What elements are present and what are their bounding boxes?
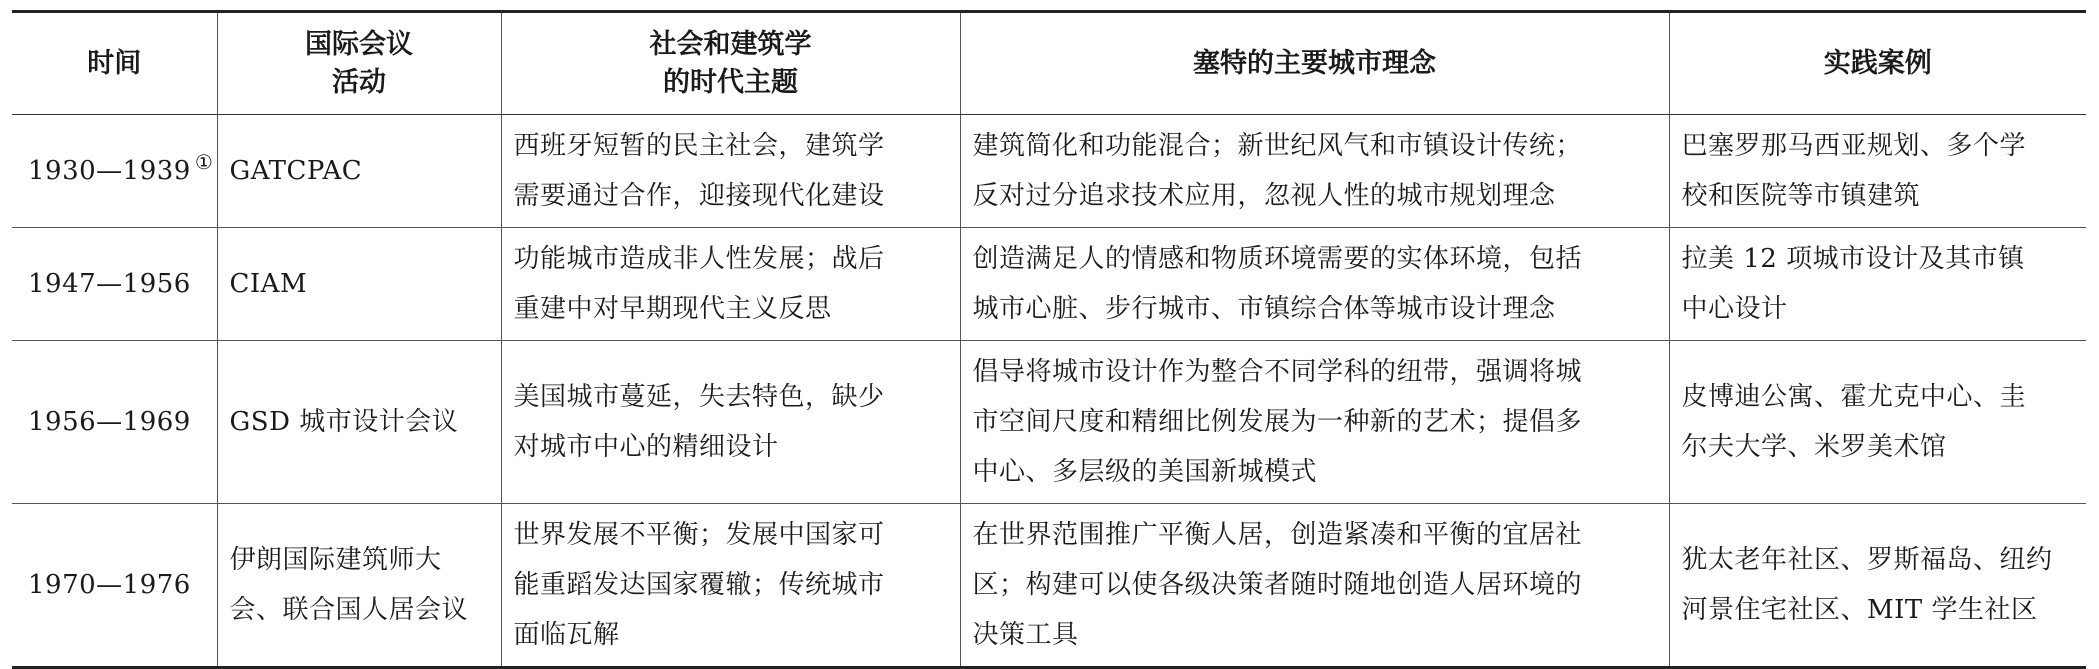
period-cell bbox=[12, 115, 217, 228]
table-header bbox=[12, 12, 2086, 115]
theme-cell: 西班牙短暂的民主社会，建筑学 需要通过合作，迎接现代化建设 bbox=[501, 115, 960, 228]
sert-urban-ideas-table bbox=[12, 10, 2086, 669]
period-cell: 1956—1969 bbox=[12, 341, 217, 504]
idea-cell: 倡导将城市设计作为整合不同学科的纽带，强调将城 市空间尺度和精细比例发展为一种新的艺术；提倡多 中心、多层级的美国新城模式 bbox=[960, 341, 1669, 504]
header-cases: 实践案例 bbox=[1669, 12, 2086, 115]
table-row bbox=[12, 504, 2086, 668]
cases-cell: 巴塞罗那马西亚规划、多个学 校和医院等市镇建筑 bbox=[1669, 115, 2086, 228]
theme-cell: 功能城市造成非人性发展；战后 重建中对早期现代主义反思 bbox=[501, 228, 960, 341]
theme-cell: 美国城市蔓延，失去特色，缺少 对城市中心的精细设计 bbox=[501, 341, 960, 504]
idea-cell: 在世界范围推广平衡人居，创造紧凑和平衡的宜居社 区；构建可以使各级决策者随时随地创造人居环境的 决策工具 bbox=[960, 504, 1669, 668]
event-cell: GSD 城市设计会议 bbox=[217, 341, 501, 504]
header-idea: 塞特的主要城市理念 bbox=[960, 12, 1669, 115]
period-text: 1930—1939 bbox=[28, 156, 191, 186]
theme-cell: 世界发展不平衡；发展中国家可 能重蹈发达国家覆辙；传统城市 面临瓦解 bbox=[501, 504, 960, 668]
table-row bbox=[12, 228, 2086, 341]
event-cell: 伊朗国际建筑师大 会、联合国人居会议 bbox=[217, 504, 501, 668]
header-row bbox=[12, 12, 2086, 115]
cases-cell: 犹太老年社区、罗斯福岛、纽约 河景住宅社区、MIT 学生社区 bbox=[1669, 504, 2086, 668]
header-event: 国际会议 活动 bbox=[217, 12, 501, 115]
table-body bbox=[12, 115, 2086, 668]
table-container bbox=[12, 10, 2086, 669]
header-period: 时间 bbox=[12, 12, 217, 115]
footnote-marker: ① bbox=[194, 150, 214, 175]
cases-cell: 皮博迪公寓、霍尤克中心、圭 尔夫大学、米罗美术馆 bbox=[1669, 341, 2086, 504]
period-cell: 1970—1976 bbox=[12, 504, 217, 668]
event-cell: CIAM bbox=[217, 228, 501, 341]
period-cell: 1947—1956 bbox=[12, 228, 217, 341]
cases-cell: 拉美 12 项城市设计及其市镇 中心设计 bbox=[1669, 228, 2086, 341]
table-row bbox=[12, 115, 2086, 228]
header-theme: 社会和建筑学 的时代主题 bbox=[501, 12, 960, 115]
event-cell: GATCPAC bbox=[217, 115, 501, 228]
table-row bbox=[12, 341, 2086, 504]
idea-cell: 创造满足人的情感和物质环境需要的实体环境，包括 城市心脏、步行城市、市镇综合体等城市设计理念 bbox=[960, 228, 1669, 341]
idea-cell: 建筑简化和功能混合；新世纪风气和市镇设计传统； 反对过分追求技术应用，忽视人性的城市规划理念 bbox=[960, 115, 1669, 228]
